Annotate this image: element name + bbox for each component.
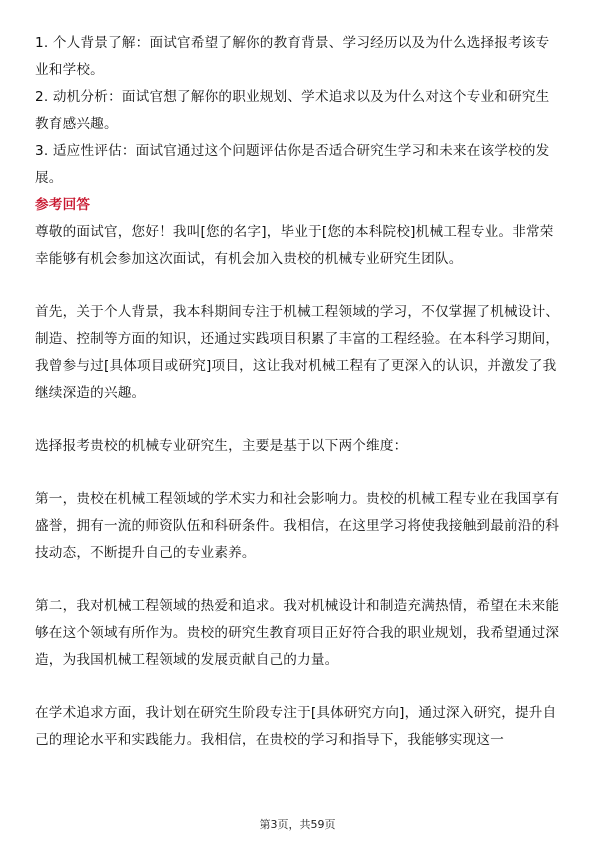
point-item: 1. 个人背景了解：面试官希望了解你的教育背景、学习经历以及为什么选择报考该专业和学校。	[35, 35, 550, 78]
paragraph: 选择报考贵校的机械专业研究生，主要是基于以下两个维度：	[35, 438, 408, 454]
point-item: 3. 适应性评估：面试官通过这个问题评估你是否适合研究生学习和未来在该学校的发展。	[35, 143, 550, 186]
answer-heading: 参考回答	[35, 197, 91, 213]
paragraph: 第一，贵校在机械工程领域的学术实力和社会影响力。贵校的机械工程专业在我国享有盛誉，拥有一流的师资队伍和科研条件。我相信，在这里学习将使我接触到最前沿的科技动态，不断提升自己的专业素养。	[35, 491, 560, 561]
point-item: 2. 动机分析：面试官想了解你的职业规划、学术追求以及为什么对这个专业和研究生教育感兴趣。	[35, 89, 550, 132]
paragraph: 在学术追求方面，我计划在研究生阶段专注于[具体研究方向]，通过深入研究，提升自己的理论水平和实践能力。我相信，在贵校的学习和指导下，我能够实现这一	[35, 705, 557, 748]
document-body	[35, 30, 563, 754]
paragraph: 第二，我对机械工程领域的热爱和追求。我对机械设计和制造充满热情，希望在未来能够在这个领域有所作为。贵校的研究生教育项目正好符合我的职业规划，我希望通过深造，为我国机械工程领域的发展贡献自己的力量。	[35, 598, 560, 668]
page-number: 第3页，共59页	[259, 818, 336, 831]
paragraph: 首先，关于个人背景，我本科期间专注于机械工程领域的学习，不仅掌握了机械设计、制造、控制等方面的知识，还通过实践项目积累了丰富的工程经验。在本科学习期间，我曾参与过[具体项目或研究]项目，这让我对机械工程有了更深入的认识，并激发了我继续深造的兴趣。	[35, 304, 560, 401]
paragraph: 尊敬的面试官，您好！我叫[您的名字]，毕业于[您的本科院校]机械工程专业。非常荣幸能够有机会参加这次面试，有机会加入贵校的机械专业研究生团队。	[35, 224, 554, 267]
